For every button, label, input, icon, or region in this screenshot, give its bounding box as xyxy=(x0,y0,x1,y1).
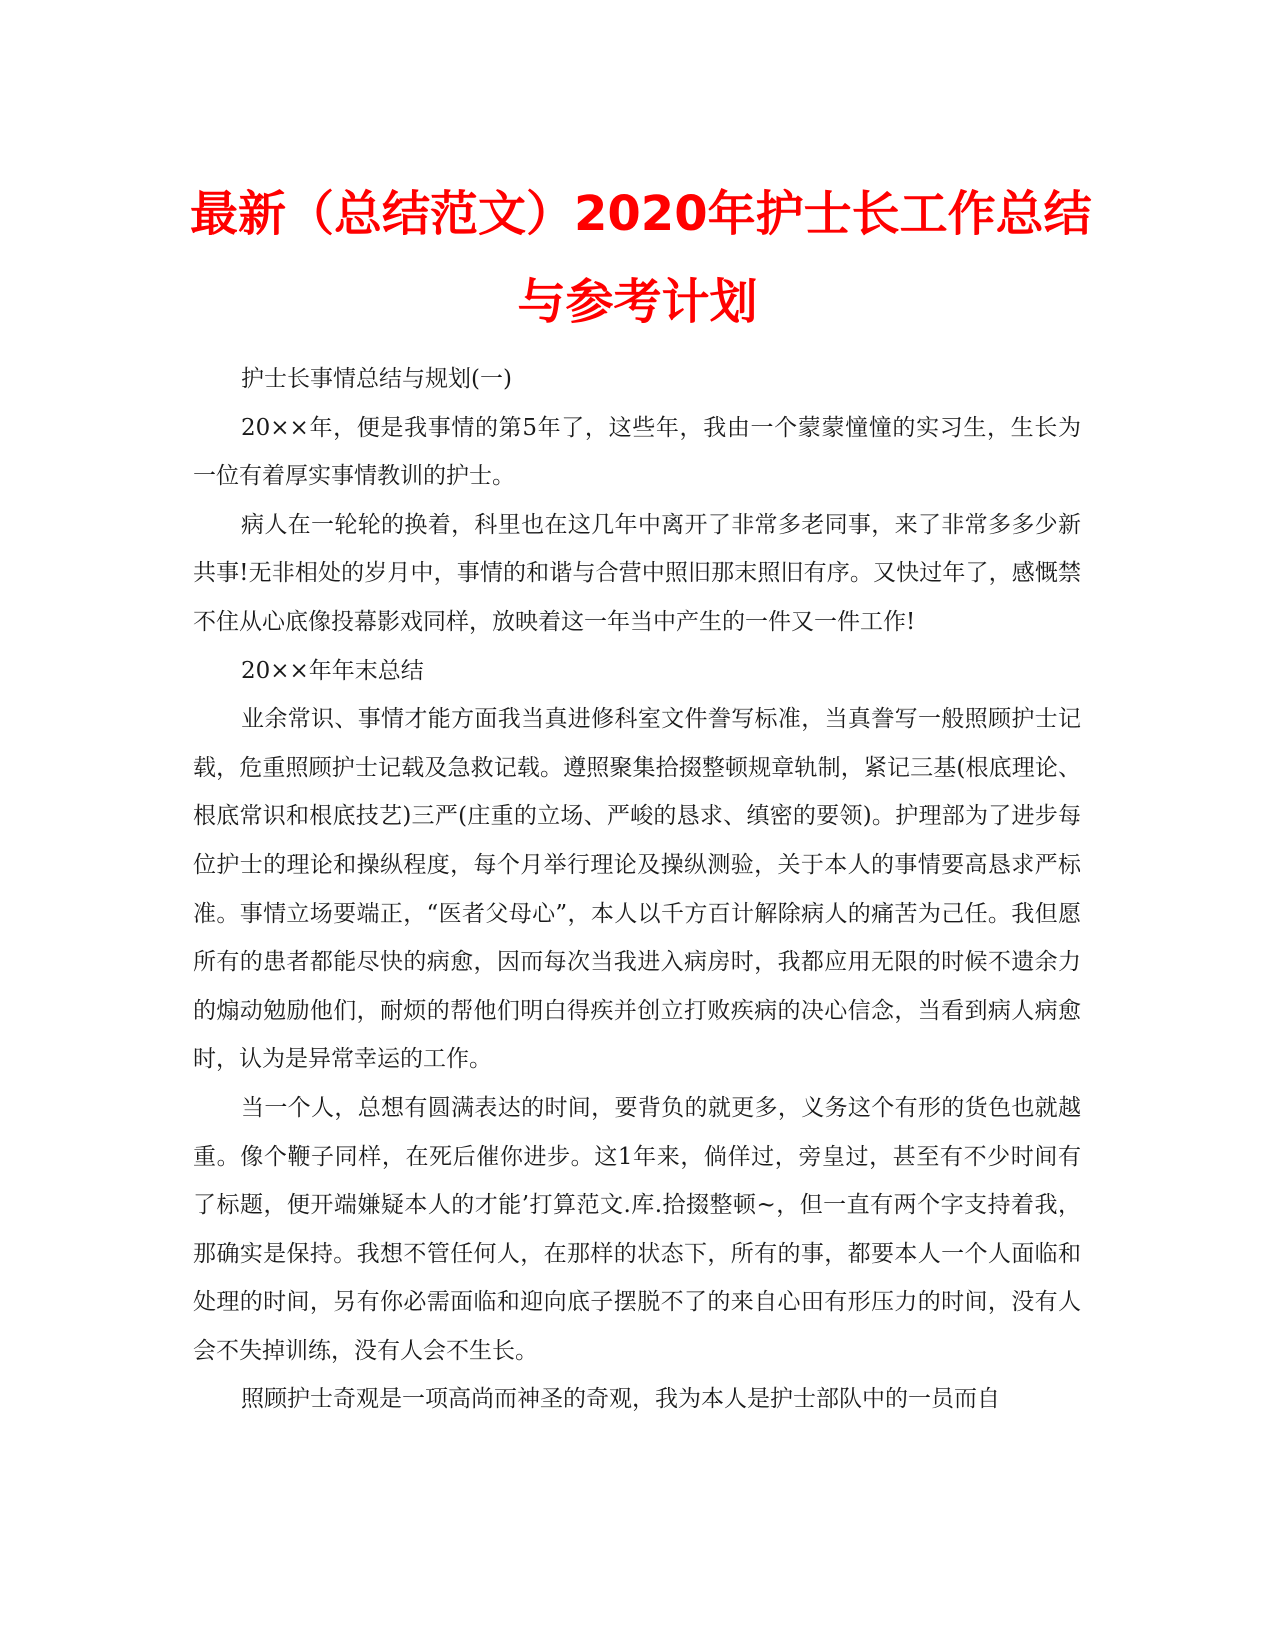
body-paragraph: 当一个人，总想有圆满表达的时间，要背负的就更多，义务这个有形的货色也就越重。像个鞭子同样，在死后催你进步。这1年来，倘佯过，旁皇过，甚至有不少时间有了标题，便开端嫌疑本人的才能’打算范文.库.拾掇整顿~，但一直有两个字支持着我，那确实是保持。我想不管任何人，在那样的状态下，所有的事，都要本人一个人面临和处理的时间，另有你必需面临和迎向底子摆脱不了的来自心田有形压力的时间，没有人会不失掉训练，没有人会不生长。 xyxy=(193,1094,1081,1364)
body-paragraph: 业余常识、事情才能方面我当真进修科室文件誊写标准，当真誊写一般照顾护士记载，危重照顾护士记载及急救记载。遵照聚集拾掇整顿规章轨制，紧记三基(根底理论、根底常识和根底技艺)三严(庄重的立场、严峻的恳求、缜密的要领)。护理部为了进步每位护士的理论和操纵程度，每个月举行理论及操纵测验，关于本人的事情要高恳求严标准。事情立场要端正，“医者父母心”，本人以千方百计解除病人的痛苦为己任。我但愿所有的患者都能尽快的病愈，因而每次当我进入病房时，我都应用无限的时候不遗余力的煽动勉励他们，耐烦的帮他们明白得疾并创立打败疾病的决心信念，当看到病人病愈时，认为是异常幸运的工作。 xyxy=(193,706,1081,1073)
document-body xyxy=(193,355,1081,1424)
section-heading: 20××年年末总结 xyxy=(241,657,424,684)
document-title-line-2: 与参考计划 xyxy=(517,274,758,330)
body-paragraph: 20××年，便是我事情的第5年了，这些年，我由一个蒙蒙憧憧的实习生，生长为一位有着厚实事情教训的护士。 xyxy=(193,414,1081,490)
section-heading: 护士长事情总结与规划(一) xyxy=(241,366,512,392)
body-paragraph: 病人在一轮轮的换着，科里也在这几年中离开了非常多老同事，来了非常多多少新共事!无非相处的岁月中，事情的和谐与合营中照旧那末照旧有序。又快过年了，感慨禁不住从心底像投幕影戏同样，放映着这一年当中产生的一件又一件工作! xyxy=(193,511,1081,635)
body-paragraph: 照顾护士奇观是一项高尚而神圣的奇观，我为本人是护士部队中的一员而自 xyxy=(241,1386,1000,1413)
document-title-line-1: 最新（总结范文）2020年护士长工作总结 xyxy=(190,186,1092,242)
